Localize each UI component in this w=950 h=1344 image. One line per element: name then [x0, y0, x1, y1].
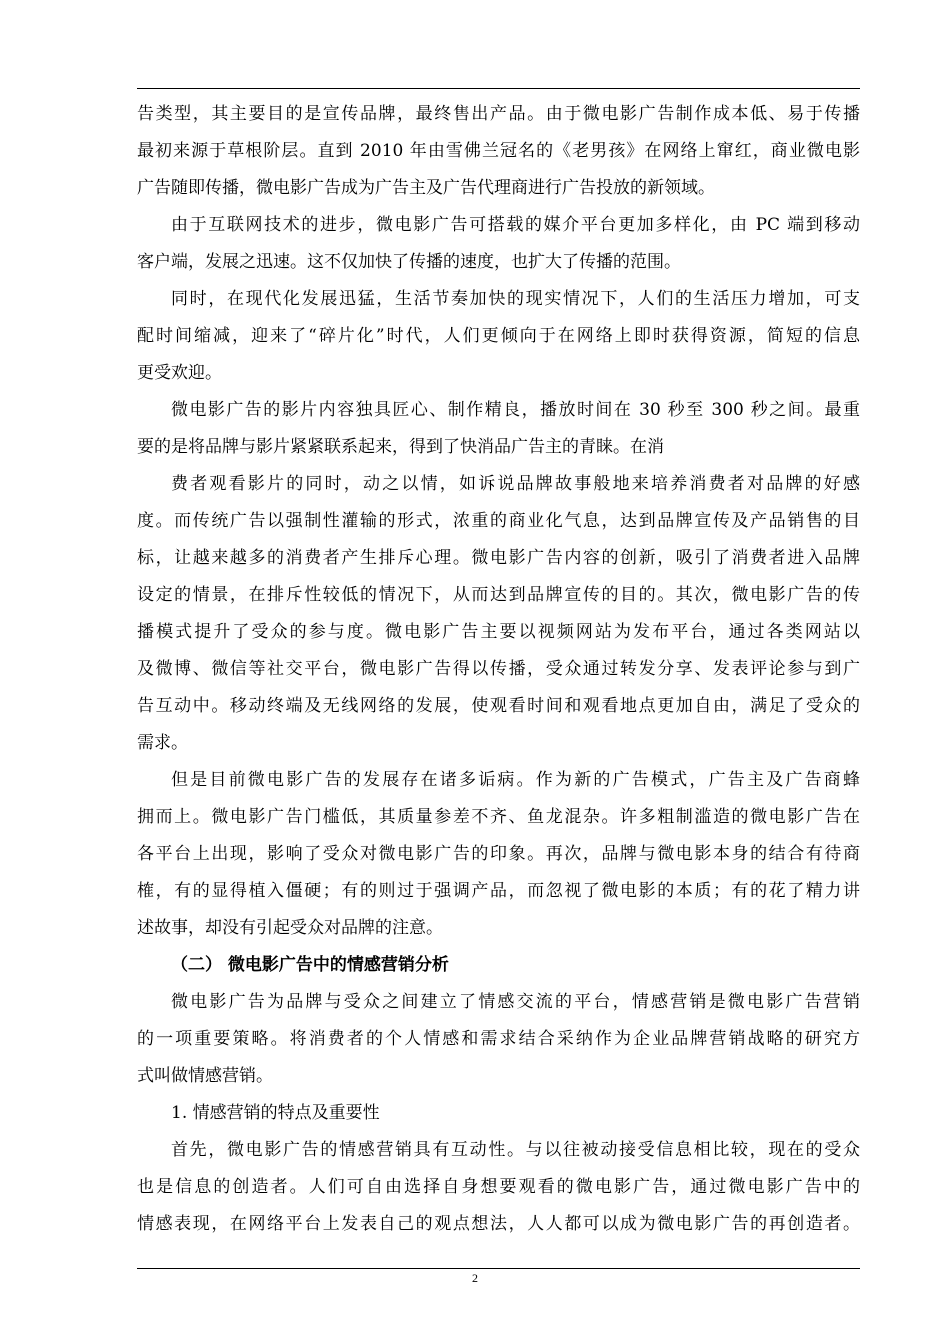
text-line: 也是信息的创造者。人们可自由选择自身想要观看的微电影广告，通过微电影广告中的 — [137, 1177, 860, 1197]
text-line: 需求。 — [137, 733, 188, 753]
text-line: 由于互联网技术的进步，微电影广告可搭载的媒介平台更加多样化，由 PC 端到移动 — [171, 215, 860, 235]
text-line: 要的是将品牌与影片紧紧联系起来，得到了快消品广告主的青睐。在消 — [137, 437, 664, 457]
text-line: 情感表现，在网络平台上发表自己的观点想法，人人都可以成为微电影广告的再创造者。 — [137, 1214, 860, 1234]
text-line: 标，让越来越多的消费者产生排斥心理。微电影广告内容的创新，吸引了消费者进入品牌 — [137, 548, 860, 568]
text-line: 微电影广告为品牌与受众之间建立了情感交流的平台，情感营销是微电影广告营销 — [171, 992, 860, 1012]
page-number: 2 — [472, 1271, 478, 1285]
subsection-heading: 1. 情感营销的特点及重要性 — [171, 1103, 380, 1123]
text-line: 榷，有的显得植入僵硬；有的则过于强调产品，而忽视了微电影的本质；有的花了精力讲 — [137, 881, 860, 901]
text-line: 同时，在现代化发展迅猛，生活节奏加快的现实情况下，人们的生活压力增加，可支 — [171, 289, 860, 309]
text-line: 设定的情景，在排斥性较低的情况下，从而达到品牌宣传的目的。其次，微电影广告的传 — [137, 585, 860, 605]
text-line: 式叫做情感营销。 — [137, 1066, 273, 1086]
text-line: 配时间缩减，迎来了“碎片化”时代，人们更倾向于在网络上即时获得资源，简短的信息 — [137, 326, 860, 346]
text-line: 费者观看影片的同时，动之以情，如诉说品牌故事般地来培养消费者对品牌的好感 — [171, 474, 860, 494]
text-line: 但是目前微电影广告的发展存在诸多诟病。作为新的广告模式，广告主及广告商蜂 — [171, 770, 860, 790]
text-line: 各平台上出现，影响了受众对微电影广告的印象。再次，品牌与微电影本身的结合有待商 — [137, 844, 860, 864]
text-line: 告互动中。移动终端及无线网络的发展，使观看时间和观看地点更加自由，满足了受众的 — [137, 696, 860, 716]
text-line: 及微博、微信等社交平台，微电影广告得以传播，受众通过转发分享、发表评论参与到广 — [137, 659, 860, 679]
text-line: 广告随即传播，微电影广告成为广告主及广告代理商进行广告投放的新领域。 — [137, 178, 715, 198]
text-line: 客户端，发展之迅速。这不仅加快了传播的速度，也扩大了传播的范围。 — [137, 252, 681, 272]
text-line: 拥而上。微电影广告门槛低，其质量参差不齐、鱼龙混杂。许多粗制滥造的微电影广告在 — [137, 807, 860, 827]
text-line: 最初来源于草根阶层。直到 2010 年由雪佛兰冠名的《老男孩》在网络上窜红，商业微电影 — [137, 141, 860, 161]
document-body — [137, 96, 860, 1243]
header-rule — [137, 88, 860, 89]
text-line: 微电影广告的影片内容独具匠心、制作精良，播放时间在 30 秒至 300 秒之间。最重 — [171, 400, 860, 420]
text-line: 首先，微电影广告的情感营销具有互动性。与以往被动接受信息相比较，现在的受众 — [171, 1140, 860, 1160]
text-line: 述故事，却没有引起受众对品牌的注意。 — [137, 918, 443, 938]
text-line: 告类型，其主要目的是宣传品牌，最终售出产品。由于微电影广告制作成本低、易于传播 — [137, 104, 860, 124]
text-line: 更受欢迎。 — [137, 363, 222, 383]
text-line: 度。而传统广告以强制性灌输的形式，浓重的商业化气息，达到品牌宣传及产品销售的目 — [137, 511, 860, 531]
text-line: 的一项重要策略。将消费者的个人情感和需求结合采纳作为企业品牌营销战略的研究方 — [137, 1029, 860, 1049]
text-line: 播模式提升了受众的参与度。微电影广告主要以视频网站为发布平台，通过各类网站以 — [137, 622, 860, 642]
footer-rule — [137, 1268, 860, 1269]
section-heading: （二） 微电影广告中的情感营销分析 — [171, 955, 449, 975]
